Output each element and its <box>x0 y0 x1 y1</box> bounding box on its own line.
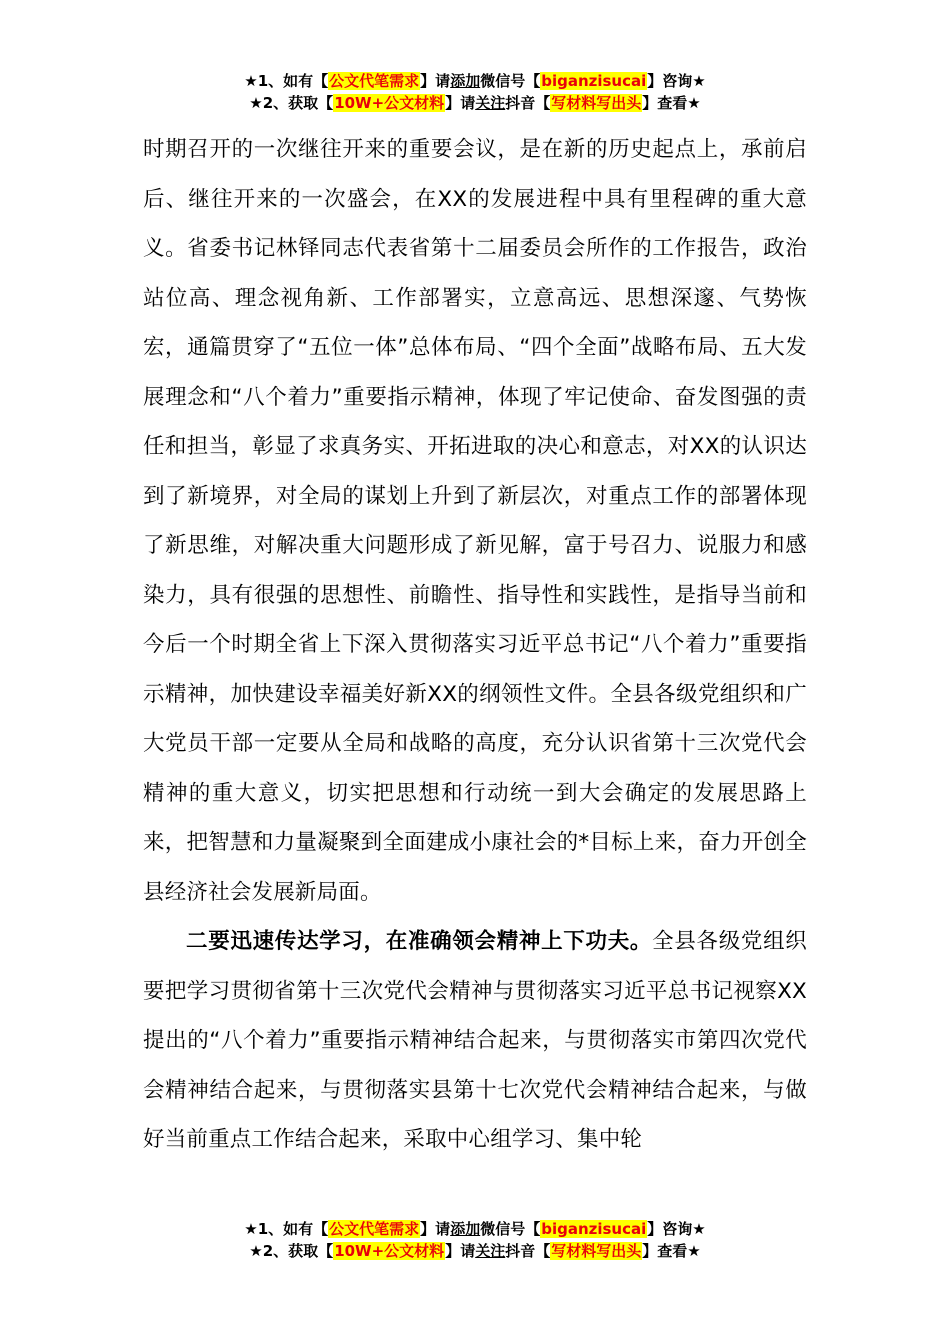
banner-line-1 <box>0 1218 950 1240</box>
banner-text: 抖音【 <box>505 1242 551 1260</box>
banner-text: 抖音【 <box>505 94 551 112</box>
banner-text: ★1、如有【 <box>244 1220 329 1238</box>
banner-text: ★1、如有【 <box>244 72 329 90</box>
document-body <box>143 125 807 1165</box>
banner-underline: 添加 <box>450 1220 481 1238</box>
paragraph-2-text: 全县各级党组织要把学习贯彻省第十三次党代会精神与贯彻落实习近平总书记视察XX提出的“八个着力”重要指示精神结合起来，与贯彻落实市第四次党代会精神结合起来，与贯彻落实县第十七次党代会精神结合起来，与做好当前重点工作结合起来，采取中心组学习、集中轮 <box>143 929 808 1152</box>
paragraph-1: 时期召开的一次继往开来的重要会议，是在新的历史起点上，承前启后、继往开来的一次盛会，在XX的发展进程中具有里程碑的重大意义。省委书记林铎同志代表省第十二届委员会所作的工作报告，政治站位高、理念视角新、工作部署实，立意高远、思想深邃、气势恢宏，通篇贯穿了“五位一体”总体布局、“四个全面”战略布局、五大发展理念和“八个着力”重要指示精神，体现了牢记使命、奋发图强的责任和担当，彰显了求真务实、开拓进取的决心和意志，对XX的认识达到了新境界，对全局的谋划上升到了新层次，对重点工作的部署体现了新思维，对解决重大问题形成了新见解，富于号召力、说服力和感染力，具有很强的思想性、前瞻性、指导性和实践性，是指导当前和今后一个时期全省上下深入贯彻落实习近平总书记“八个着力”重要指示精神，加快建设幸福美好新XX的纲领性文件。全县各级党组织和广大党员干部一定要从全局和战略的高度，充分认识省第十三次党代会精神的重大意义，切实把思想和行动统一到大会确定的发展思路上来，把智慧和力量凝聚到全面建成小康社会的*目标上来，奋力开创全县经济社会发展新局面。 <box>143 137 807 905</box>
banner-highlight: biganzisucai <box>541 1220 647 1238</box>
footer-banner <box>0 1218 950 1262</box>
paragraph-2-lead: 二要迅速传达学习，在准确领会精神上下功夫。 <box>186 929 653 954</box>
banner-text: 】请 <box>420 72 451 90</box>
banner-text: 】请 <box>445 1242 476 1260</box>
banner-text: ★2、获取【 <box>249 94 334 112</box>
paragraph-2 <box>143 917 807 1165</box>
banner-underline: 关注 <box>475 1242 506 1260</box>
banner-text: 】咨询★ <box>647 1220 706 1238</box>
banner-text: 】查看★ <box>642 1242 701 1260</box>
banner-highlight: 写材料写出头 <box>551 94 642 112</box>
banner-highlight: 公文代笔需求 <box>329 1220 420 1238</box>
banner-text: 】请 <box>420 1220 451 1238</box>
banner-text: 微信号【 <box>480 72 541 90</box>
banner-highlight: 10W+公文材料 <box>334 1242 445 1260</box>
banner-underline: 关注 <box>475 94 506 112</box>
banner-text: ★2、获取【 <box>249 1242 334 1260</box>
banner-text: 】查看★ <box>642 94 701 112</box>
banner-line-2 <box>0 1240 950 1262</box>
banner-highlight: 10W+公文材料 <box>334 94 445 112</box>
banner-highlight: 写材料写出头 <box>551 1242 642 1260</box>
banner-text: 】咨询★ <box>647 72 706 90</box>
banner-line-1 <box>0 70 950 92</box>
banner-text: 】请 <box>445 94 476 112</box>
banner-highlight: biganzisucai <box>541 72 647 90</box>
banner-highlight: 公文代笔需求 <box>329 72 420 90</box>
header-banner <box>0 70 950 114</box>
banner-text: 微信号【 <box>480 1220 541 1238</box>
banner-line-2 <box>0 92 950 114</box>
banner-underline: 添加 <box>450 72 481 90</box>
